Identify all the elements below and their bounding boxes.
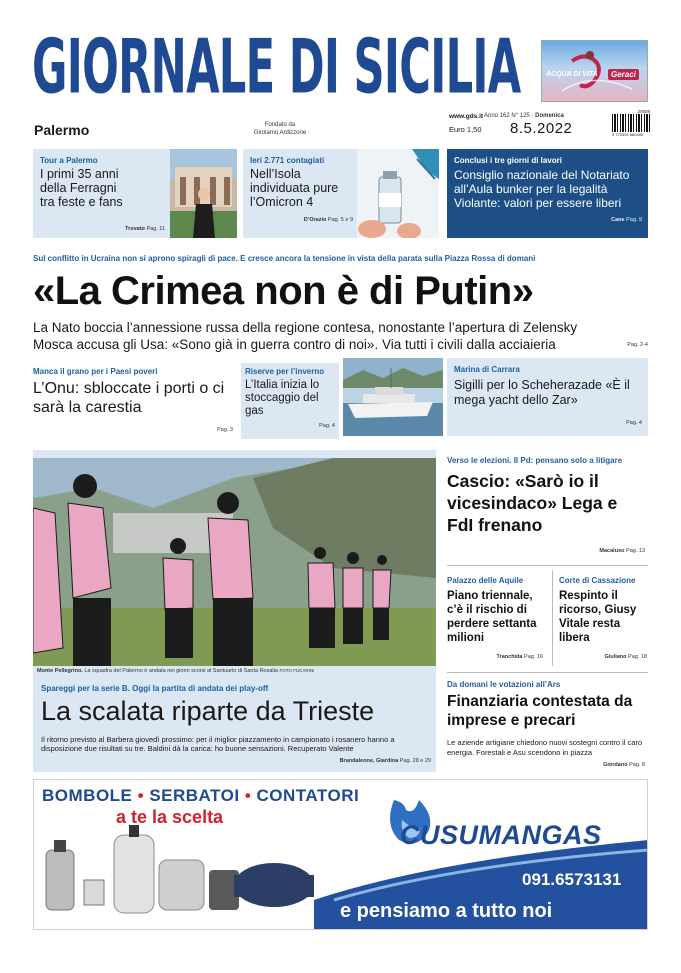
story-gas[interactable] — [241, 363, 339, 439]
divider — [447, 672, 648, 673]
story-page: Pag. 4 — [319, 423, 335, 429]
teaser-kicker: Conclusi i tre giorni di lavori — [454, 156, 563, 165]
price: Euro 1,50 — [449, 125, 482, 134]
teaser-ferragni[interactable] — [33, 149, 237, 238]
sport-kicker: Spareggi per la serie B. Oggi la partita di andata dei play-off — [41, 684, 269, 693]
teaser-source: Cane Pag. 9 — [611, 217, 642, 223]
palermo-team-photo — [33, 458, 436, 666]
gas-cylinders-illustration — [46, 825, 314, 913]
story-aquile[interactable] — [447, 570, 544, 666]
lead-subhead: Mosca accusa gli Usa: «Sono già in guerra contro di noi». Via tutti i civili dalla acciaieria — [33, 337, 556, 352]
masthead-title: GIORNALE DI SICILIA — [32, 30, 521, 106]
sport-body: Il ritorno previsto al Barbera giovedì prossimo: per il miglior piazzamento in campionato i rosanero hanno a disposizione due risultati su tre. Baldini dà la carica: ho buone sensazioni. Recuperato Valente — [41, 735, 395, 753]
story-kicker: Manca il grano per i Paesi poveri — [33, 367, 158, 376]
ad-brand-name: CUSUMANGAS — [400, 820, 602, 850]
story-headline: L’Onu: sbloccate i porti o ci sarà la carestia — [33, 380, 225, 416]
sport-panel[interactable] — [33, 450, 436, 772]
ad-product: ACQUA DI VITA — [546, 71, 598, 78]
story-page: Pag. 4 — [626, 420, 642, 426]
story-cassazione[interactable] — [552, 570, 648, 666]
teaser-kicker: Tour a Palermo — [40, 156, 98, 165]
story-kicker: Marina di Carrara — [454, 365, 520, 374]
ad-phone[interactable]: 091.6573131 — [522, 870, 622, 889]
story-source: Giuliano Pag. 18 — [604, 654, 647, 660]
lead-subhead: La Nato boccia l’annessione russa della regione contesa, nonostante l’apertura di Zelensky — [33, 320, 578, 335]
story-yacht[interactable] — [447, 358, 648, 436]
teaser-headline: Consiglio nazionale del Notariato all’Aula bunker per la legalità Violante: valori per essere liberi — [454, 168, 630, 210]
issue-date: 8.5.2022 — [510, 120, 573, 137]
story-kicker: Palazzo delle Aquile — [447, 576, 524, 585]
story-headline: Sigilli per lo Scheherazade «È il mega yacht dello Zar» — [454, 378, 630, 407]
ad-subtitle: a te la scelta — [116, 807, 224, 827]
story-headline: Respinto il ricorso, Giusy Vitale resta libera — [559, 590, 637, 644]
yacht-photo — [343, 358, 443, 436]
ad-slogan: e pensiamo a tutto noi — [340, 900, 553, 922]
teaser-notariato[interactable] — [447, 149, 648, 238]
divider — [447, 565, 648, 566]
sport-source: Brandaleone, Giardina Pag. 28 e 29 — [339, 758, 431, 764]
story-kicker: Da domani le votazioni all’Ars — [447, 680, 561, 689]
story-headline: Piano triennale, c’è il rischio di perdere settanta milioni — [447, 590, 537, 644]
ad-brand: Geraci — [608, 69, 639, 80]
barcode: 20508 9 770391 660405 — [612, 109, 650, 137]
ad-items-line: BOMBOLE • SERBATOI • CONTATORI — [42, 786, 360, 805]
cusumangas-ad[interactable] — [33, 779, 648, 930]
story-cascio[interactable] — [447, 452, 648, 560]
teaser-source: Trovato Pag. 11 — [125, 226, 165, 232]
city-label: Palermo — [34, 122, 90, 138]
story-body: Le aziende artigiane chiedono nuovi sostegni contro il caro energia. Forestali e Asu scendono in piazza — [447, 738, 643, 757]
ferragni-photo — [170, 149, 237, 238]
lead-headline[interactable]: «La Crimea non è di Putin» — [33, 269, 534, 313]
teaser-kicker: Ieri 2.771 contagiati — [250, 156, 325, 165]
story-headline: Finanziaria contestata da imprese e precari — [447, 693, 633, 729]
story-headline: Cascio: «Sarò io il vicesindaco» Lega e FdI frenano — [447, 471, 618, 535]
masthead-ad[interactable] — [541, 40, 648, 102]
issue-info: Anno 162 N° 125 · Domenica — [484, 113, 564, 119]
story-kicker: Riserve per l’inverno — [245, 367, 325, 376]
story-kicker: Corte di Cassazione — [559, 576, 636, 585]
story-onu[interactable] — [33, 363, 236, 439]
teaser-headline: Nell’Isola individuata pure l’Omicron 4 — [250, 167, 339, 209]
story-finanziaria[interactable] — [447, 676, 648, 774]
website[interactable]: www.gds.it — [449, 113, 484, 120]
story-page: Pag. 3 — [217, 427, 233, 433]
teaser-source: D’Orazio Pag. 5 e 9 — [303, 217, 353, 223]
founded-by: Fondato da Girolamo Ardizzone — [253, 122, 307, 136]
story-source: Macaluso Pag. 13 — [599, 548, 645, 554]
vaccine-photo — [357, 149, 439, 238]
lead-page: Pag. 2-4 — [627, 342, 648, 348]
lead-kicker: Sul conflitto in Ucraina non si aprono spiragli di pace. E cresce ancora la tensione in vista della parata sulla Piazza Rossa di domani — [33, 254, 536, 263]
teaser-omicron[interactable] — [243, 149, 439, 238]
sport-headline: La scalata riparte da Trieste — [41, 696, 375, 726]
teaser-headline: I primi 35 anni della Ferragni tra feste e fans — [40, 167, 123, 209]
photo-caption: Monte Pellegrino. La squadra del Palermo è andata nei giorni scorsi al Santuario di Santa Rosalia FOTO FUCARINI — [37, 668, 315, 674]
story-headline: L’Italia inizia lo stoccaggio del gas — [245, 379, 320, 417]
story-source: Giordano Pag. 8 — [603, 762, 645, 768]
story-source: Tranchida Pag. 16 — [496, 654, 543, 660]
story-kicker: Verso le elezioni. Il Pd: pensano solo a litigare — [447, 456, 623, 465]
